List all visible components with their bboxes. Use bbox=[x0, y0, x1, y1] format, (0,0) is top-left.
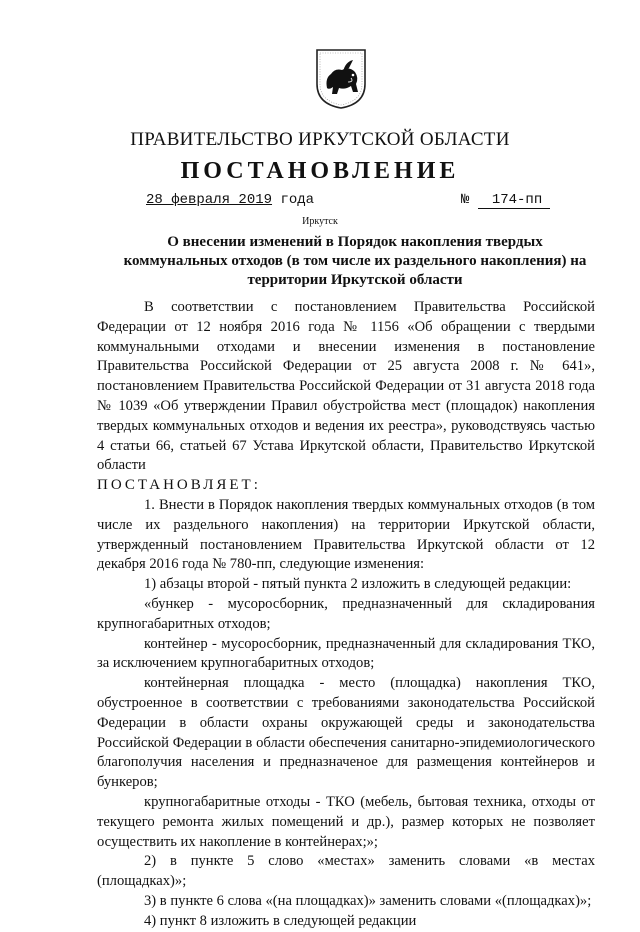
paragraph-subitem-2: 2) в пункте 5 слово «местах» заменить словами «в местах (площадках)»; bbox=[97, 853, 595, 890]
document-date-suffix: года bbox=[280, 192, 315, 208]
decree-heading: ПОСТАНОВЛЯЕТ: bbox=[97, 477, 261, 494]
document-type: ПОСТАНОВЛЕНИЕ bbox=[180, 158, 460, 184]
coat-of-arms-emblem bbox=[315, 48, 367, 110]
definition-bulky-waste: крупногабаритные отходы - ТКО (мебель, бытовая техника, отходы от текущего ремонта жилых помещений и др.), размер которых не позволяет осуществить их накопление в контейнерах;»; bbox=[97, 793, 595, 850]
document-title: О внесении изменений в Порядок накопления твердых коммунальных отходов (в том числе их раздельного накопления) на территории Иркутской области bbox=[123, 234, 587, 288]
document-body bbox=[97, 298, 595, 932]
paragraph-item-1: 1. Внести в Порядок накопления твердых коммунальных отходов (в том числе их раздельного накопления) на территории Иркутской области, утвержденный постановлением Правительства Иркутской области от 12 декабря 2016 года № 780-пп, следующие изменения: bbox=[97, 496, 595, 573]
number-sign: № bbox=[461, 192, 470, 208]
government-name: ПРАВИТЕЛЬСТВО ИРКУТСКОЙ ОБЛАСТИ bbox=[130, 129, 510, 150]
document-date-line bbox=[146, 192, 314, 208]
document-date: 28 февраля 2019 bbox=[146, 192, 273, 208]
paragraph-subitem-4: 4) пункт 8 изложить в следующей редакции bbox=[144, 912, 417, 929]
city-name: Иркутск bbox=[302, 216, 338, 227]
document-number-line bbox=[461, 192, 550, 209]
definition-bunker: «бункер - мусоросборник, предназначенный для складирования крупногабаритных отходов; bbox=[97, 595, 595, 632]
paragraph-subitem-1: 1) абзацы второй - пятый пункта 2 изложить в следующей редакции: bbox=[144, 576, 572, 593]
paragraph-subitem-3: 3) в пункте 6 слова «(на площадках)» заменить словами «(площадках)»; bbox=[144, 892, 592, 909]
preamble-paragraph: В соответствии с постановлением Правительства Российской Федерации от 12 ноября 2016 года № 1156 «Об обращении с твердыми коммунальными отходами и внесении изменения в постановление Правительства Российской Федерации от 25 августа 2008 г. № 641», постановлением Правительства Российской Федерации от 31 августа 2018 года № 1039 «Об утверждении Правил обустройства мест (площадок) накопления твердых коммунальных отходов и ведения их реестра», руководствуясь частью 4 статьи 66, статьей 67 Устава Иркутской области, Правительство Иркутской области bbox=[97, 299, 595, 474]
definition-container-site: контейнерная площадка - место (площадка) накопления ТКО, обустроенное в соответствии с требованиями законодательства Российской Федерации в области охраны окружающей среды и законодательства Российской Федерации в области обеспечения санитарно-эпидемиологического благополучия населения и предназначеное для размещения контейнеров и бункеров; bbox=[97, 675, 595, 791]
document-number: 174-пп bbox=[478, 192, 550, 209]
definition-container: контейнер - мусоросборник, предназначенный для складирования ТКО, за исключением крупногабаритных отходов; bbox=[97, 635, 595, 672]
